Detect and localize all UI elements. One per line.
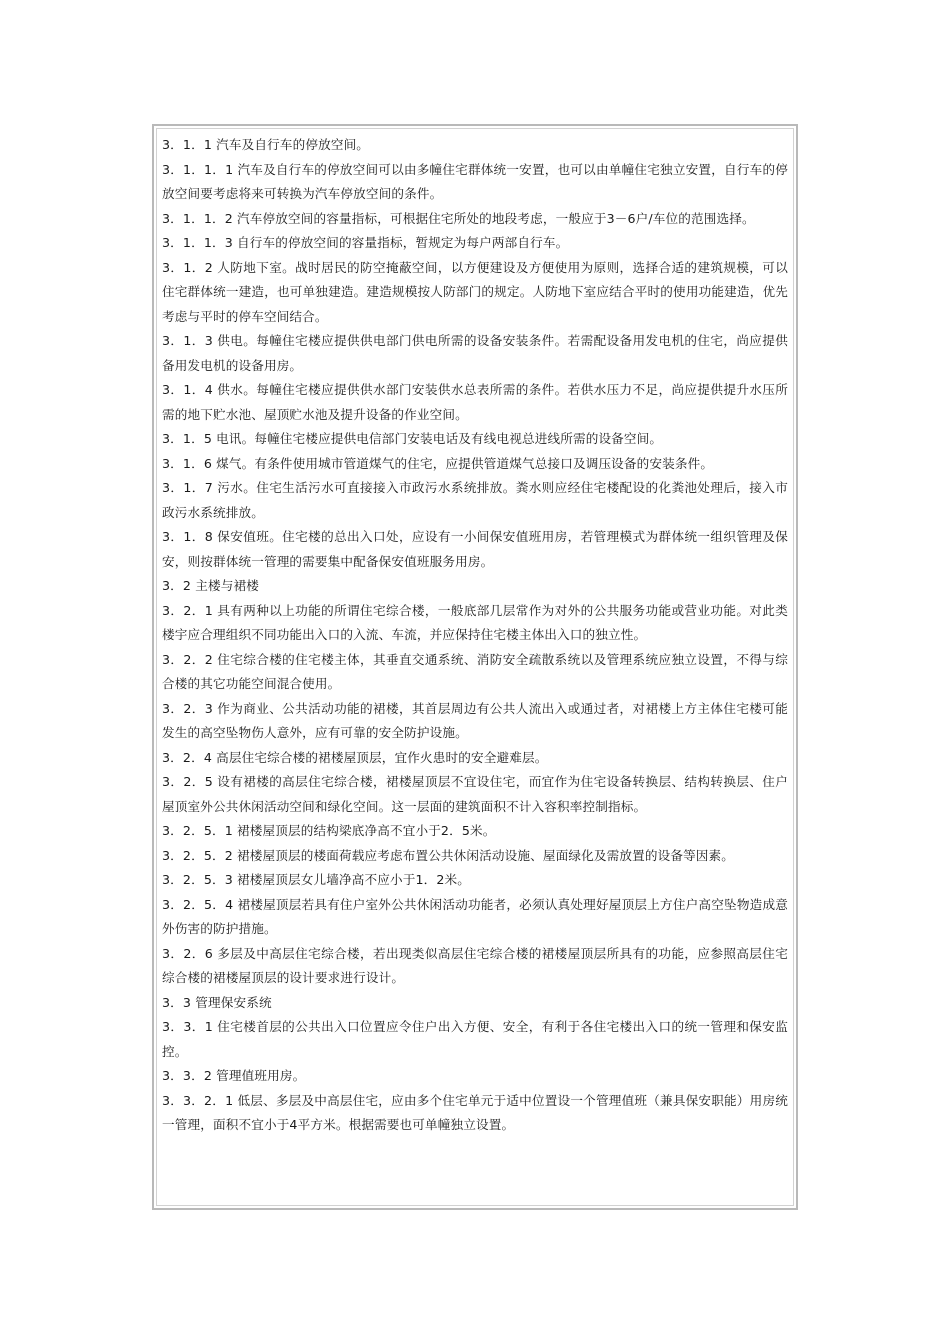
paragraph: 3．2．5 设有裙楼的高层住宅综合楼，裙楼屋顶层不宜设住宅，而宜作为住宅设备转换层、结构转换层、住户屋顶室外公共休闲活动空间和绿化空间。这一层面的建筑面积不计入容积率控制指标。 (162, 774, 788, 814)
paragraph: 3．1．3 供电。每幢住宅楼应提供供电部门供电所需的设备安装条件。若需配设备用发电机的住宅，尚应提供备用发电机的设备用房。 (162, 333, 788, 373)
paragraph: 3．3．1 住宅楼首层的公共出入口位置应令住户出入方便、安全，有利于各住宅楼出入口的统一管理和保安监控。 (162, 1019, 788, 1059)
paragraph: 3．2．5．4 裙楼屋顶层若具有住户室外公共休闲活动功能者，必须认真处理好屋顶层上方住户高空坠物造成意外伤害的防护措施。 (162, 896, 788, 936)
paragraph: 3．2．5．2 裙楼屋顶层的楼面荷载应考虑布置公共休闲活动设施、屋面绿化及需放置的设备等因素。 (162, 847, 735, 863)
paragraph: 3．1．2 人防地下室。战时居民的防空掩蔽空间，以方便建设及方便使用为原则，选择合适的建筑规模，可以住宅群体统一建造，也可单独建造。建造规模按人防部门的规定。人防地下室应结合平时的使用功能建造，优先考虑与平时的停车空间结合。 (162, 259, 788, 324)
paragraph: 3．1．8 保安值班。住宅楼的总出入口处，应设有一小间保安值班用房，若管理模式为群体统一组织管理及保安，则按群体统一管理的需要集中配备保安值班服务用房。 (162, 529, 788, 569)
section-heading: 3．3 管理保安系统 (162, 994, 272, 1010)
paragraph: 3．2．3 作为商业、公共活动功能的裙楼，其首层周边有公共人流出入或通过者，对裙楼上方主体住宅楼可能发生的高空坠物伤人意外，应有可靠的安全防护设施。 (162, 700, 788, 740)
document-frame (152, 124, 798, 1210)
paragraph: 3．1．6 煤气。有条件使用城市管道煤气的住宅，应提供管道煤气总接口及调压设备的安装条件。 (162, 455, 714, 471)
document-body (162, 133, 788, 1138)
paragraph: 3．3．2．1 低层、多层及中高层住宅，应由多个住宅单元于适中位置设一个管理值班（兼具保安职能）用房统一管理，面积不宜小于4平方米。根据需要也可单幢独立设置。 (162, 1092, 788, 1132)
paragraph: 3．1．1．2 汽车停放空间的容量指标，可根据住宅所处的地段考虑，一般应于3－6户/车位的范围选择。 (162, 210, 755, 226)
section-heading: 3．2 主楼与裙楼 (162, 578, 259, 593)
paragraph: 3．2．5．1 裙楼屋顶层的结构梁底净高不宜小于2．5米。 (162, 823, 496, 838)
paragraph: 3．1．7 污水。住宅生活污水可直接接入市政污水系统排放。粪水则应经住宅楼配设的化粪池处理后，接入市政污水系统排放。 (162, 480, 788, 520)
paragraph: 3．1．1．1 汽车及自行车的停放空间可以由多幢住宅群体统一安置，也可以由单幢住宅独立安置，自行车的停放空间要考虑将来可转换为汽车停放空间的条件。 (162, 161, 788, 201)
paragraph: 3．1．1．3 自行车的停放空间的容量指标，暂规定为每户两部自行车。 (162, 235, 569, 250)
paragraph: 3．2．2 住宅综合楼的住宅楼主体，其垂直交通系统、消防安全疏散系统以及管理系统应独立设置，不得与综合楼的其它功能空间混合使用。 (162, 651, 788, 691)
paragraph: 3．3．2 管理值班用房。 (162, 1068, 306, 1083)
paragraph: 3．2．4 高层住宅综合楼的裙楼屋顶层，宜作火患时的安全避难层。 (162, 749, 548, 765)
paragraph: 3．1．4 供水。每幢住宅楼应提供供水部门安装供水总表所需的条件。若供水压力不足，尚应提供提升水压所需的地下贮水池、屋顶贮水池及提升设备的作业空间。 (162, 382, 788, 422)
paragraph: 3．2．6 多层及中高层住宅综合楼，若出现类似高层住宅综合楼的裙楼屋顶层所具有的功能，应参照高层住宅综合楼的裙楼屋顶层的设计要求进行设计。 (162, 945, 788, 985)
paragraph: 3．1．1 汽车及自行车的停放空间。 (162, 137, 370, 152)
paragraph: 3．2．5．3 裙楼屋顶层女儿墙净高不应小于1．2米。 (162, 872, 471, 887)
paragraph: 3．2．1 具有两种以上功能的所谓住宅综合楼，一般底部几层常作为对外的公共服务功能或营业功能。对此类楼宇应合理组织不同功能出入口的入流、车流，并应保持住宅楼主体出入口的独立性。 (162, 602, 788, 642)
paragraph: 3．1．5 电讯。每幢住宅楼应提供电信部门安装电话及有线电视总进线所需的设备空间。 (162, 431, 663, 446)
